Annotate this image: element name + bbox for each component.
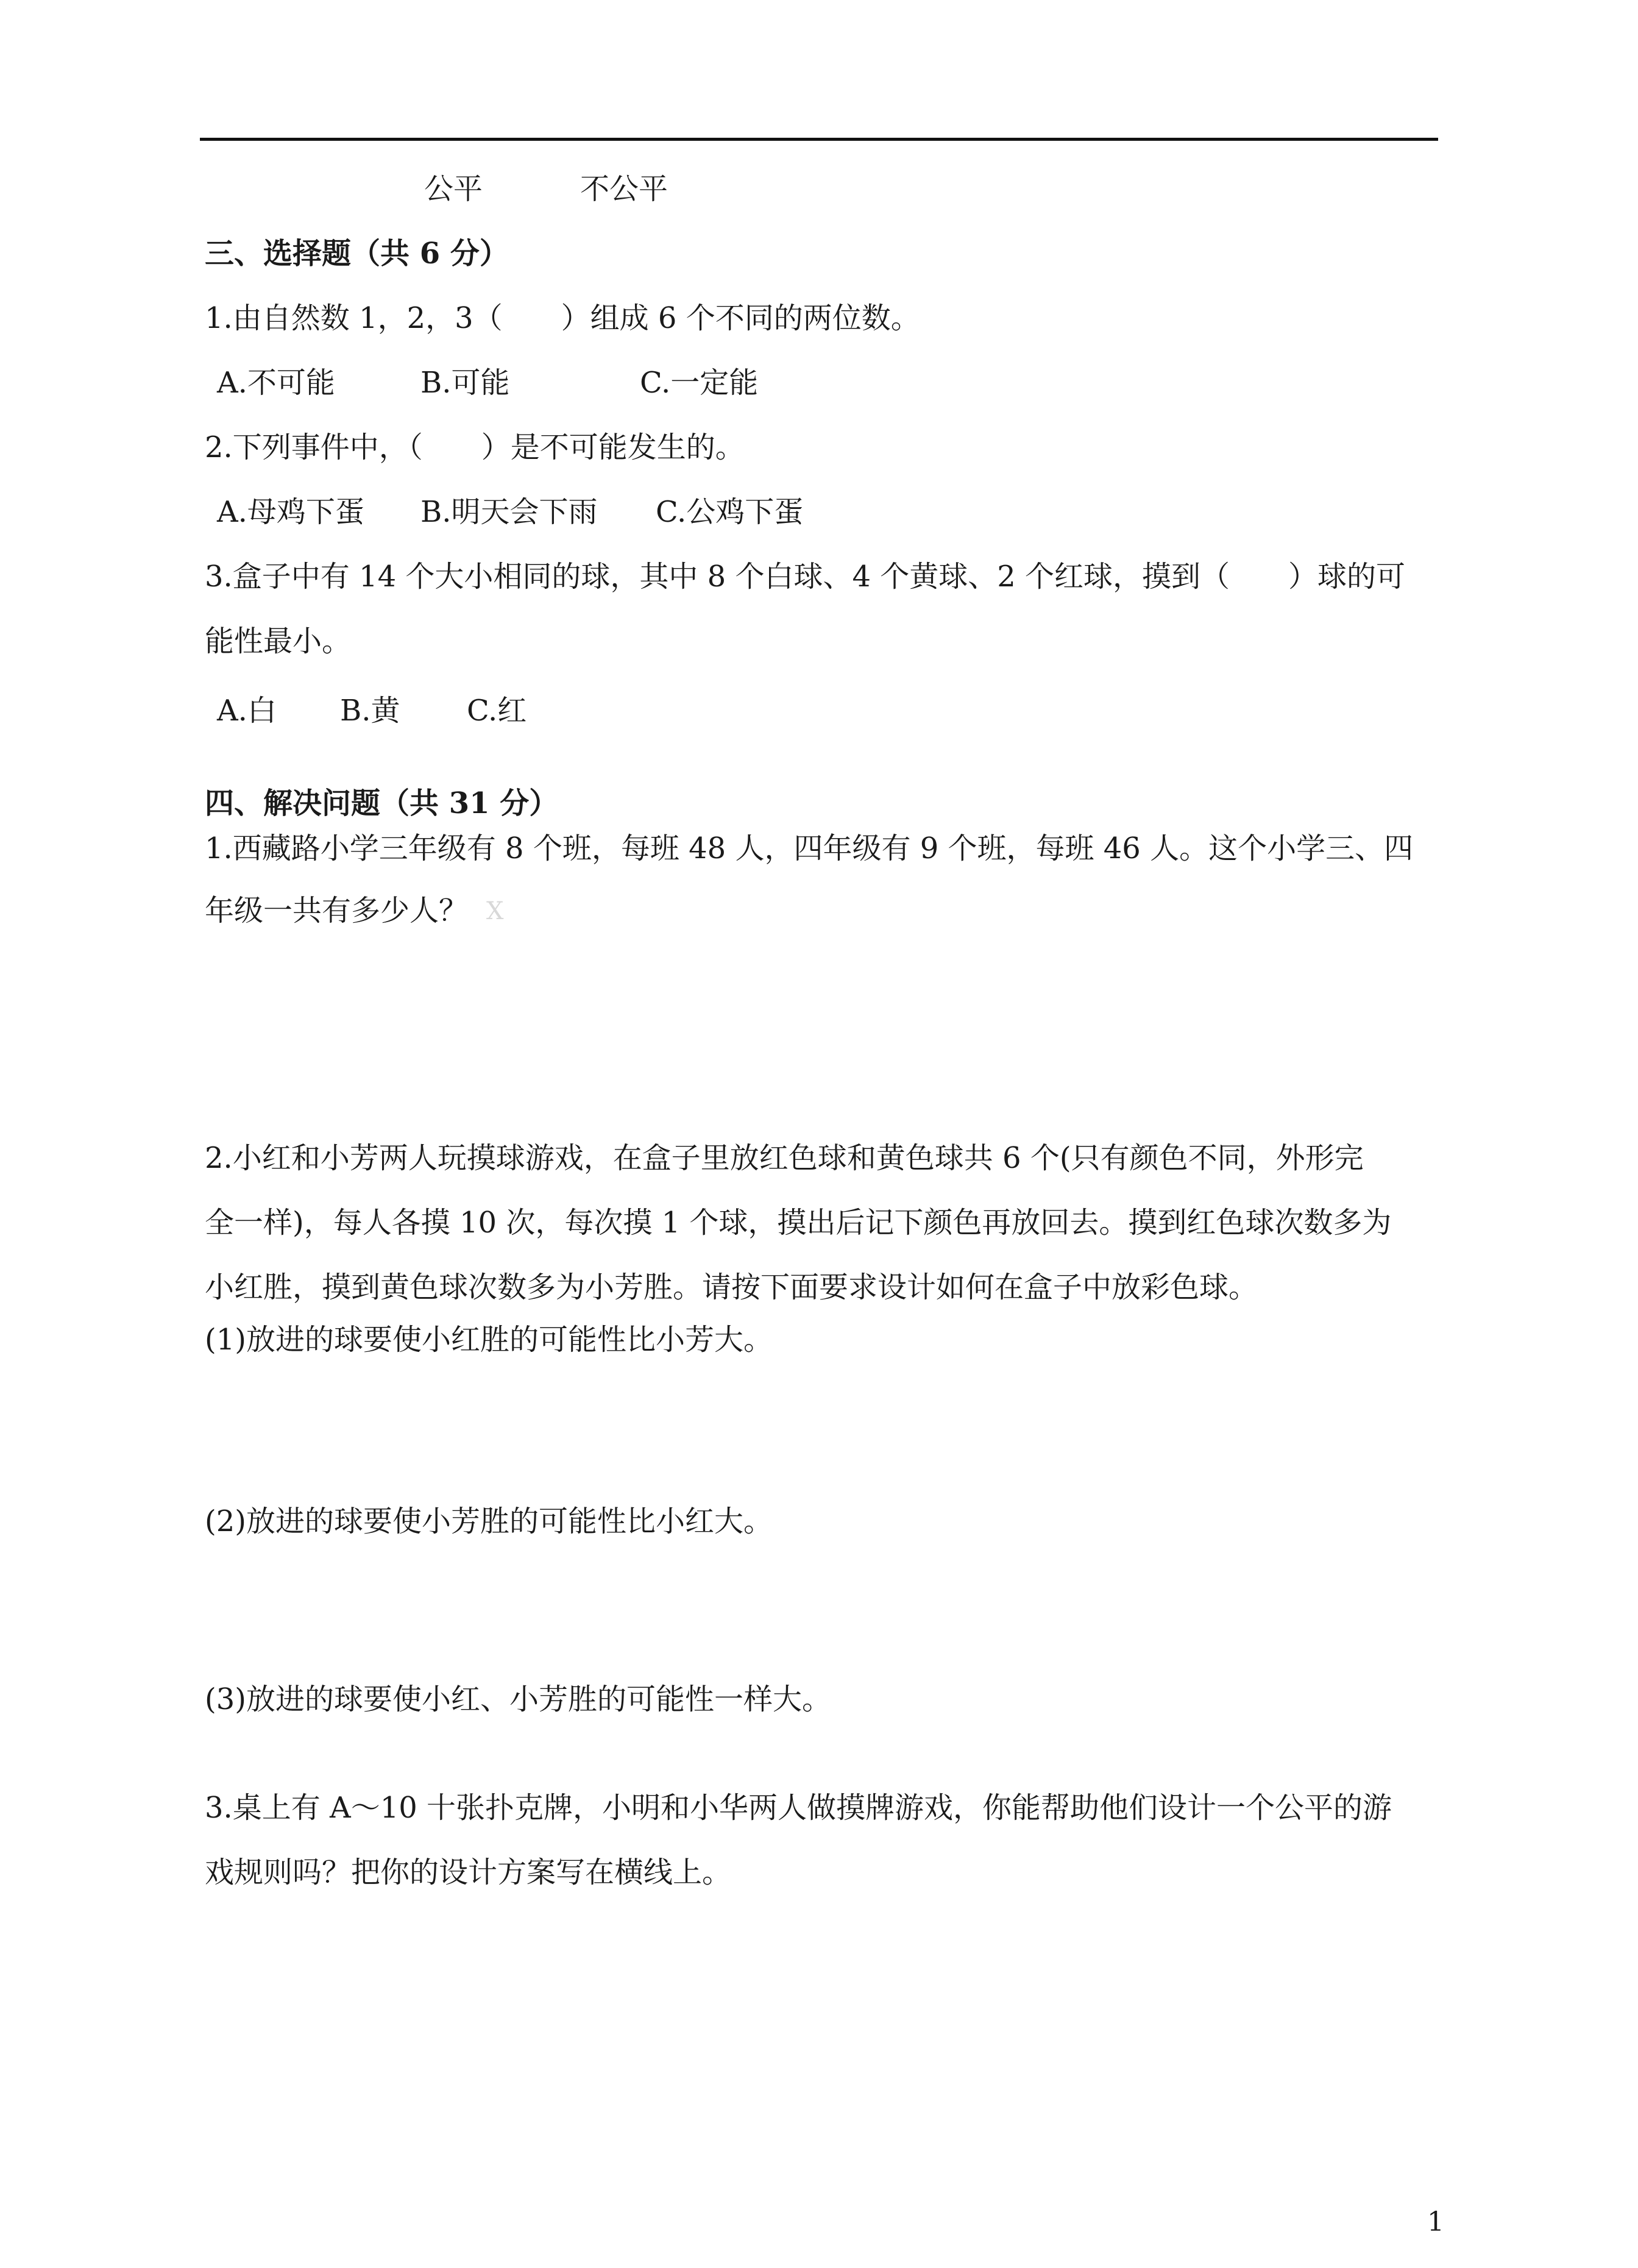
s3-q3-option-b: B.黄 (340, 694, 400, 728)
header-rule (200, 138, 1438, 141)
s3-q3-option-c: C.红 (467, 694, 527, 728)
s4-question-2-line-3: 小红胜，摸到黄色球次数多为小芳胜。请按下面要求设计如何在盒子中放彩色球。 (205, 1270, 1258, 1304)
s4-q2-sub-1: (1)放进的球要使小红胜的可能性比小芳大。 (205, 1323, 773, 1357)
option-fair: 公平 (424, 172, 483, 206)
s4-question-2-line-1: 2.小红和小芳两人玩摸球游戏，在盒子里放红色球和黄色球共 6 个(只有颜色不同，外形完 (205, 1141, 1364, 1175)
section-4-heading: 四、解决问题（共 31 分） (205, 786, 559, 820)
s4-q2-sub-3: (3)放进的球要使小红、小芳胜的可能性一样大。 (205, 1682, 831, 1716)
s3-q1-option-a: A.不可能 (217, 366, 335, 400)
s4-question-3-line-2: 戏规则吗？把你的设计方案写在横线上。 (205, 1855, 732, 1889)
s3-q2-option-b: B.明天会下雨 (420, 495, 598, 529)
s4-question-3-line-1: 3.桌上有 A～10 十张扑克牌，小明和小华两人做摸牌游戏，你能帮助他们设计一个公平的游 (205, 1791, 1392, 1825)
s3-question-3-line-1: 3.盒子中有 14 个大小相同的球，其中 8 个白球、4 个黄球、2 个红球，摸到（ ）球的可 (205, 560, 1406, 594)
faint-mark: X (486, 897, 504, 925)
section-3-heading: 三、选择题（共 6 分） (205, 236, 509, 271)
s3-question-3-line-2: 能性最小。 (205, 624, 352, 658)
s4-question-2-line-2: 全一样)，每人各摸 10 次，每次摸 1 个球，摸出后记下颜色再放回去。摸到红色球次数多为 (205, 1206, 1392, 1240)
s3-q1-option-c: C.一定能 (640, 366, 759, 400)
s3-q2-option-c: C.公鸡下蛋 (656, 495, 804, 529)
s3-q3-option-a: A.白 (217, 694, 277, 728)
s3-question-2: 2.下列事件中，（ ）是不可能发生的。 (205, 430, 745, 464)
s3-question-1: 1.由自然数 1，2，3（ ）组成 6 个不同的两位数。 (205, 301, 920, 335)
option-unfair: 不公平 (580, 172, 668, 206)
s4-question-1-line-1: 1.西藏路小学三年级有 8 个班，每班 48 人，四年级有 9 个班，每班 46 人。这个小学三、四 (205, 831, 1414, 866)
s3-q2-option-a: A.母鸡下蛋 (217, 495, 364, 529)
s3-q1-option-b: B.可能 (420, 366, 510, 400)
s4-q2-sub-2: (2)放进的球要使小芳胜的可能性比小红大。 (205, 1504, 773, 1538)
page-number: 1 (1427, 2206, 1444, 2238)
s4-question-1-line-2: 年级一共有多少人？ (205, 894, 469, 928)
